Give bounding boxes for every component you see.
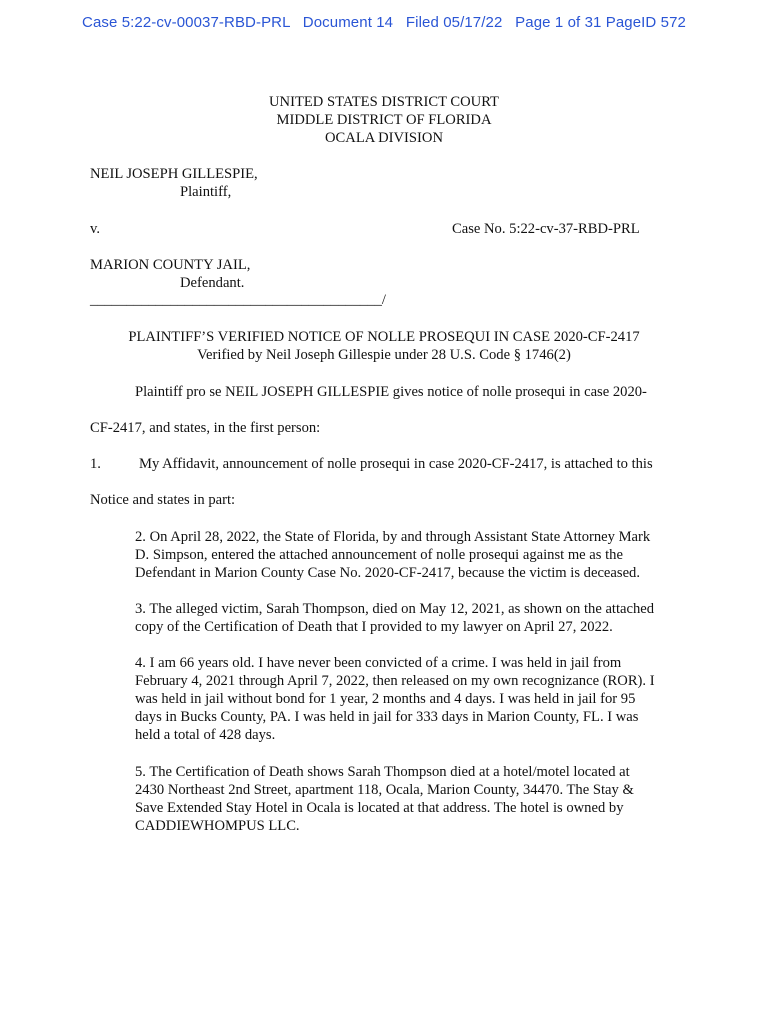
quoted-line: 5. The Certification of Death shows Sarah Thompson died at a hotel/motel located at xyxy=(135,764,630,780)
versus-label: v. xyxy=(90,221,100,237)
item-1-line-1: My Affidavit, announcement of nolle prosequi in case 2020-CF-2417, is attached to this xyxy=(139,456,653,472)
quoted-line: was held in jail without bond for 1 year, 2 months and 4 days. I was held in jail for 95 xyxy=(135,691,636,707)
quoted-line: Save Extended Stay Hotel in Ocala is located at that address. The hotel is owned by xyxy=(135,800,624,816)
quoted-paragraph-3 xyxy=(135,600,680,636)
intro-line-1: Plaintiff pro se NEIL JOSEPH GILLESPIE gives notice of nolle prosequi in case 2020- xyxy=(135,384,647,400)
quoted-paragraph-4 xyxy=(135,654,680,744)
quoted-line: days in Bucks County, PA. I was held in jail for 333 days in Marion County, FL. I was xyxy=(135,709,639,725)
court-district: MIDDLE DISTRICT OF FLORIDA xyxy=(276,112,492,128)
defendant-name: MARION COUNTY JAIL, xyxy=(90,257,251,273)
court-division: OCALA DIVISION xyxy=(325,130,443,146)
quoted-line: CADDIEWHOMPUS LLC. xyxy=(135,818,300,834)
quoted-line: 3. The alleged victim, Sarah Thompson, died on May 12, 2021, as shown on the attached xyxy=(135,601,655,617)
quoted-paragraph-5 xyxy=(135,763,680,835)
case-header-stamp: Case 5:22-cv-00037-RBD-PRL Document 14 Filed 05/17/22 Page 1 of 31 PageID 572 xyxy=(82,14,686,31)
defendant-role: Defendant. xyxy=(180,275,245,291)
quoted-line: D. Simpson, entered the attached announcement of nolle prosequi against me as the xyxy=(135,547,623,563)
intro-line-2: CF-2417, and states, in the first person: xyxy=(90,420,321,436)
quoted-paragraph-2 xyxy=(135,528,680,582)
plaintiff-name: NEIL JOSEPH GILLESPIE, xyxy=(90,166,258,182)
quoted-line: copy of the Certification of Death that I provided to my lawyer on April 27, 2022. xyxy=(135,619,613,635)
quoted-line: Defendant in Marion County Case No. 2020-CF-2417, because the victim is deceased. xyxy=(135,565,640,581)
title-line-2: Verified by Neil Joseph Gillespie under 28 U.S. Code § 1746(2) xyxy=(197,347,571,363)
court-name: UNITED STATES DISTRICT COURT xyxy=(269,94,499,110)
quoted-line: held a total of 428 days. xyxy=(135,727,276,743)
caption-signature-line: ________________________________________/ xyxy=(90,292,386,308)
item-1-number: 1. xyxy=(90,456,101,472)
quoted-line: 2430 Northeast 2nd Street, apartment 118, Ocala, Marion County, 34470. The Stay & xyxy=(135,782,634,798)
item-1-line-2: Notice and states in part: xyxy=(90,492,236,508)
quoted-line: 4. I am 66 years old. I have never been convicted of a crime. I was held in jail from xyxy=(135,655,622,671)
quoted-line: 2. On April 28, 2022, the State of Florida, by and through Assistant State Attorney Mark xyxy=(135,529,651,545)
case-number: Case No. 5:22-cv-37-RBD-PRL xyxy=(452,221,640,237)
title-line-1: PLAINTIFF’S VERIFIED NOTICE OF NOLLE PROSEQUI IN CASE 2020-CF-2417 xyxy=(128,329,640,345)
plaintiff-role: Plaintiff, xyxy=(180,184,232,200)
quoted-line: February 4, 2021 through April 7, 2022, then released on my own recognizance (ROR). I xyxy=(135,673,655,689)
